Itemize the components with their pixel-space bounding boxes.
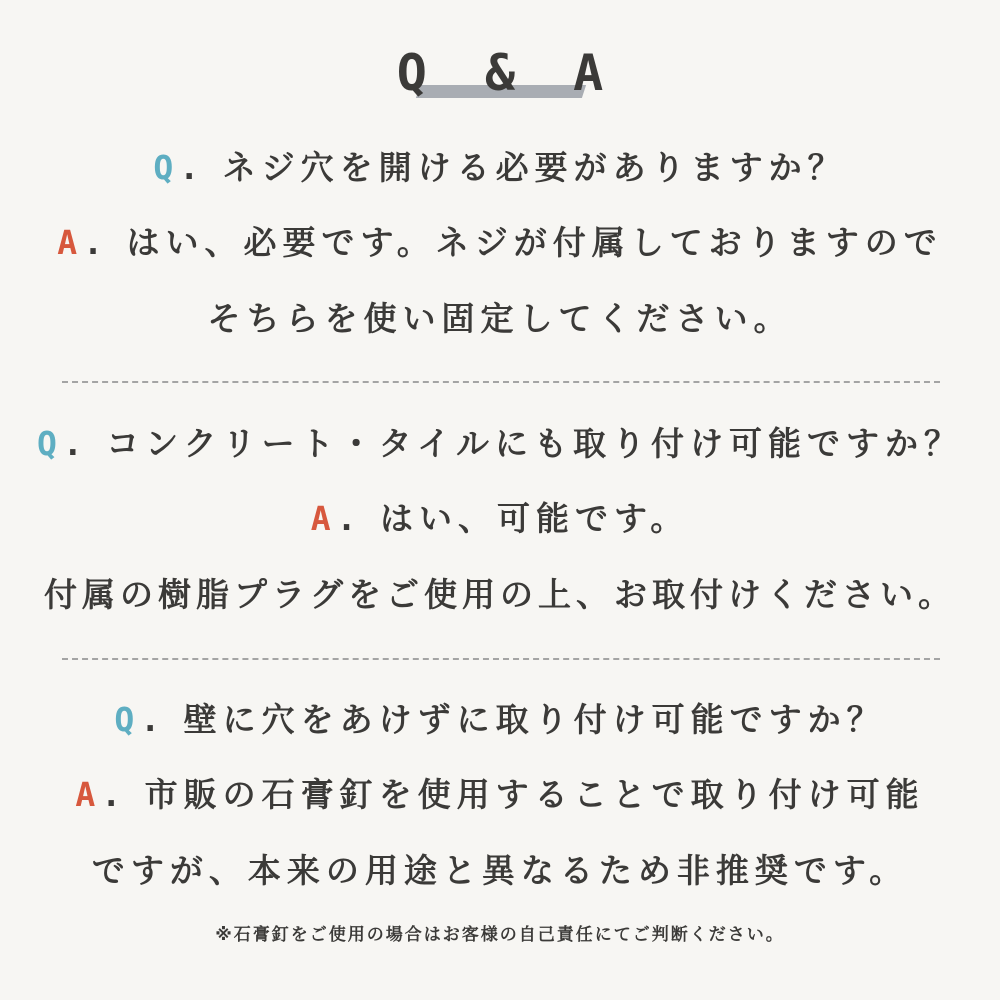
section-divider-2 bbox=[62, 658, 940, 660]
question-1 bbox=[0, 146, 1000, 190]
answer-3-dot: . bbox=[101, 775, 128, 814]
question-3-dot: . bbox=[140, 700, 167, 739]
question-3-label: Q bbox=[114, 700, 141, 739]
answer-2-label: A bbox=[310, 499, 337, 538]
answer-2-dot: . bbox=[336, 499, 363, 538]
question-1-label: Q bbox=[153, 148, 180, 187]
answer-1-label: A bbox=[57, 223, 84, 262]
question-3-text: 壁に穴をあけずに取り付け可能ですか？ bbox=[183, 700, 886, 739]
answer-1-line-1 bbox=[0, 221, 1000, 265]
disclaimer-note: ※石膏釘をご使用の場合はお客様の自己責任にてご判断ください。 bbox=[215, 925, 785, 945]
answer-2-text-1: はい、可能です。 bbox=[379, 499, 690, 538]
question-1-text: ネジ穴を開ける必要がありますか？ bbox=[222, 148, 847, 187]
answer-1-text-1: はい、必要です。ネジが付属しておりますので bbox=[126, 223, 943, 262]
answer-3-line-2 bbox=[0, 849, 1000, 893]
question-2 bbox=[0, 422, 1000, 466]
answer-2-text-2: 付属の樹脂プラグをご使用の上、お取付けください。 bbox=[44, 575, 956, 614]
section-divider-1 bbox=[62, 381, 940, 383]
answer-3-text-2: ですが、本来の用途と異なるため非推奨です。 bbox=[91, 851, 909, 890]
question-2-text: コンクリート・タイルにも取り付け可能ですか？ bbox=[106, 424, 963, 463]
question-3 bbox=[0, 698, 1000, 742]
answer-1-line-2 bbox=[0, 297, 1000, 341]
answer-1-text-2: そちらを使い固定してください。 bbox=[207, 299, 793, 338]
answer-3-line-1 bbox=[0, 773, 1000, 817]
page-title: Q & A bbox=[396, 44, 618, 102]
answer-3-label: A bbox=[75, 775, 102, 814]
question-2-label: Q bbox=[37, 424, 63, 463]
answer-2-line-2 bbox=[0, 573, 1000, 617]
question-2-dot: . bbox=[62, 424, 89, 463]
answer-3-text-1: 市販の石膏釘を使用することで取り付け可能 bbox=[144, 775, 925, 814]
answer-1-dot: . bbox=[83, 223, 109, 262]
qa-title-block bbox=[0, 38, 1000, 108]
answer-2-line-1 bbox=[0, 497, 1000, 541]
question-1-dot: . bbox=[179, 148, 206, 187]
